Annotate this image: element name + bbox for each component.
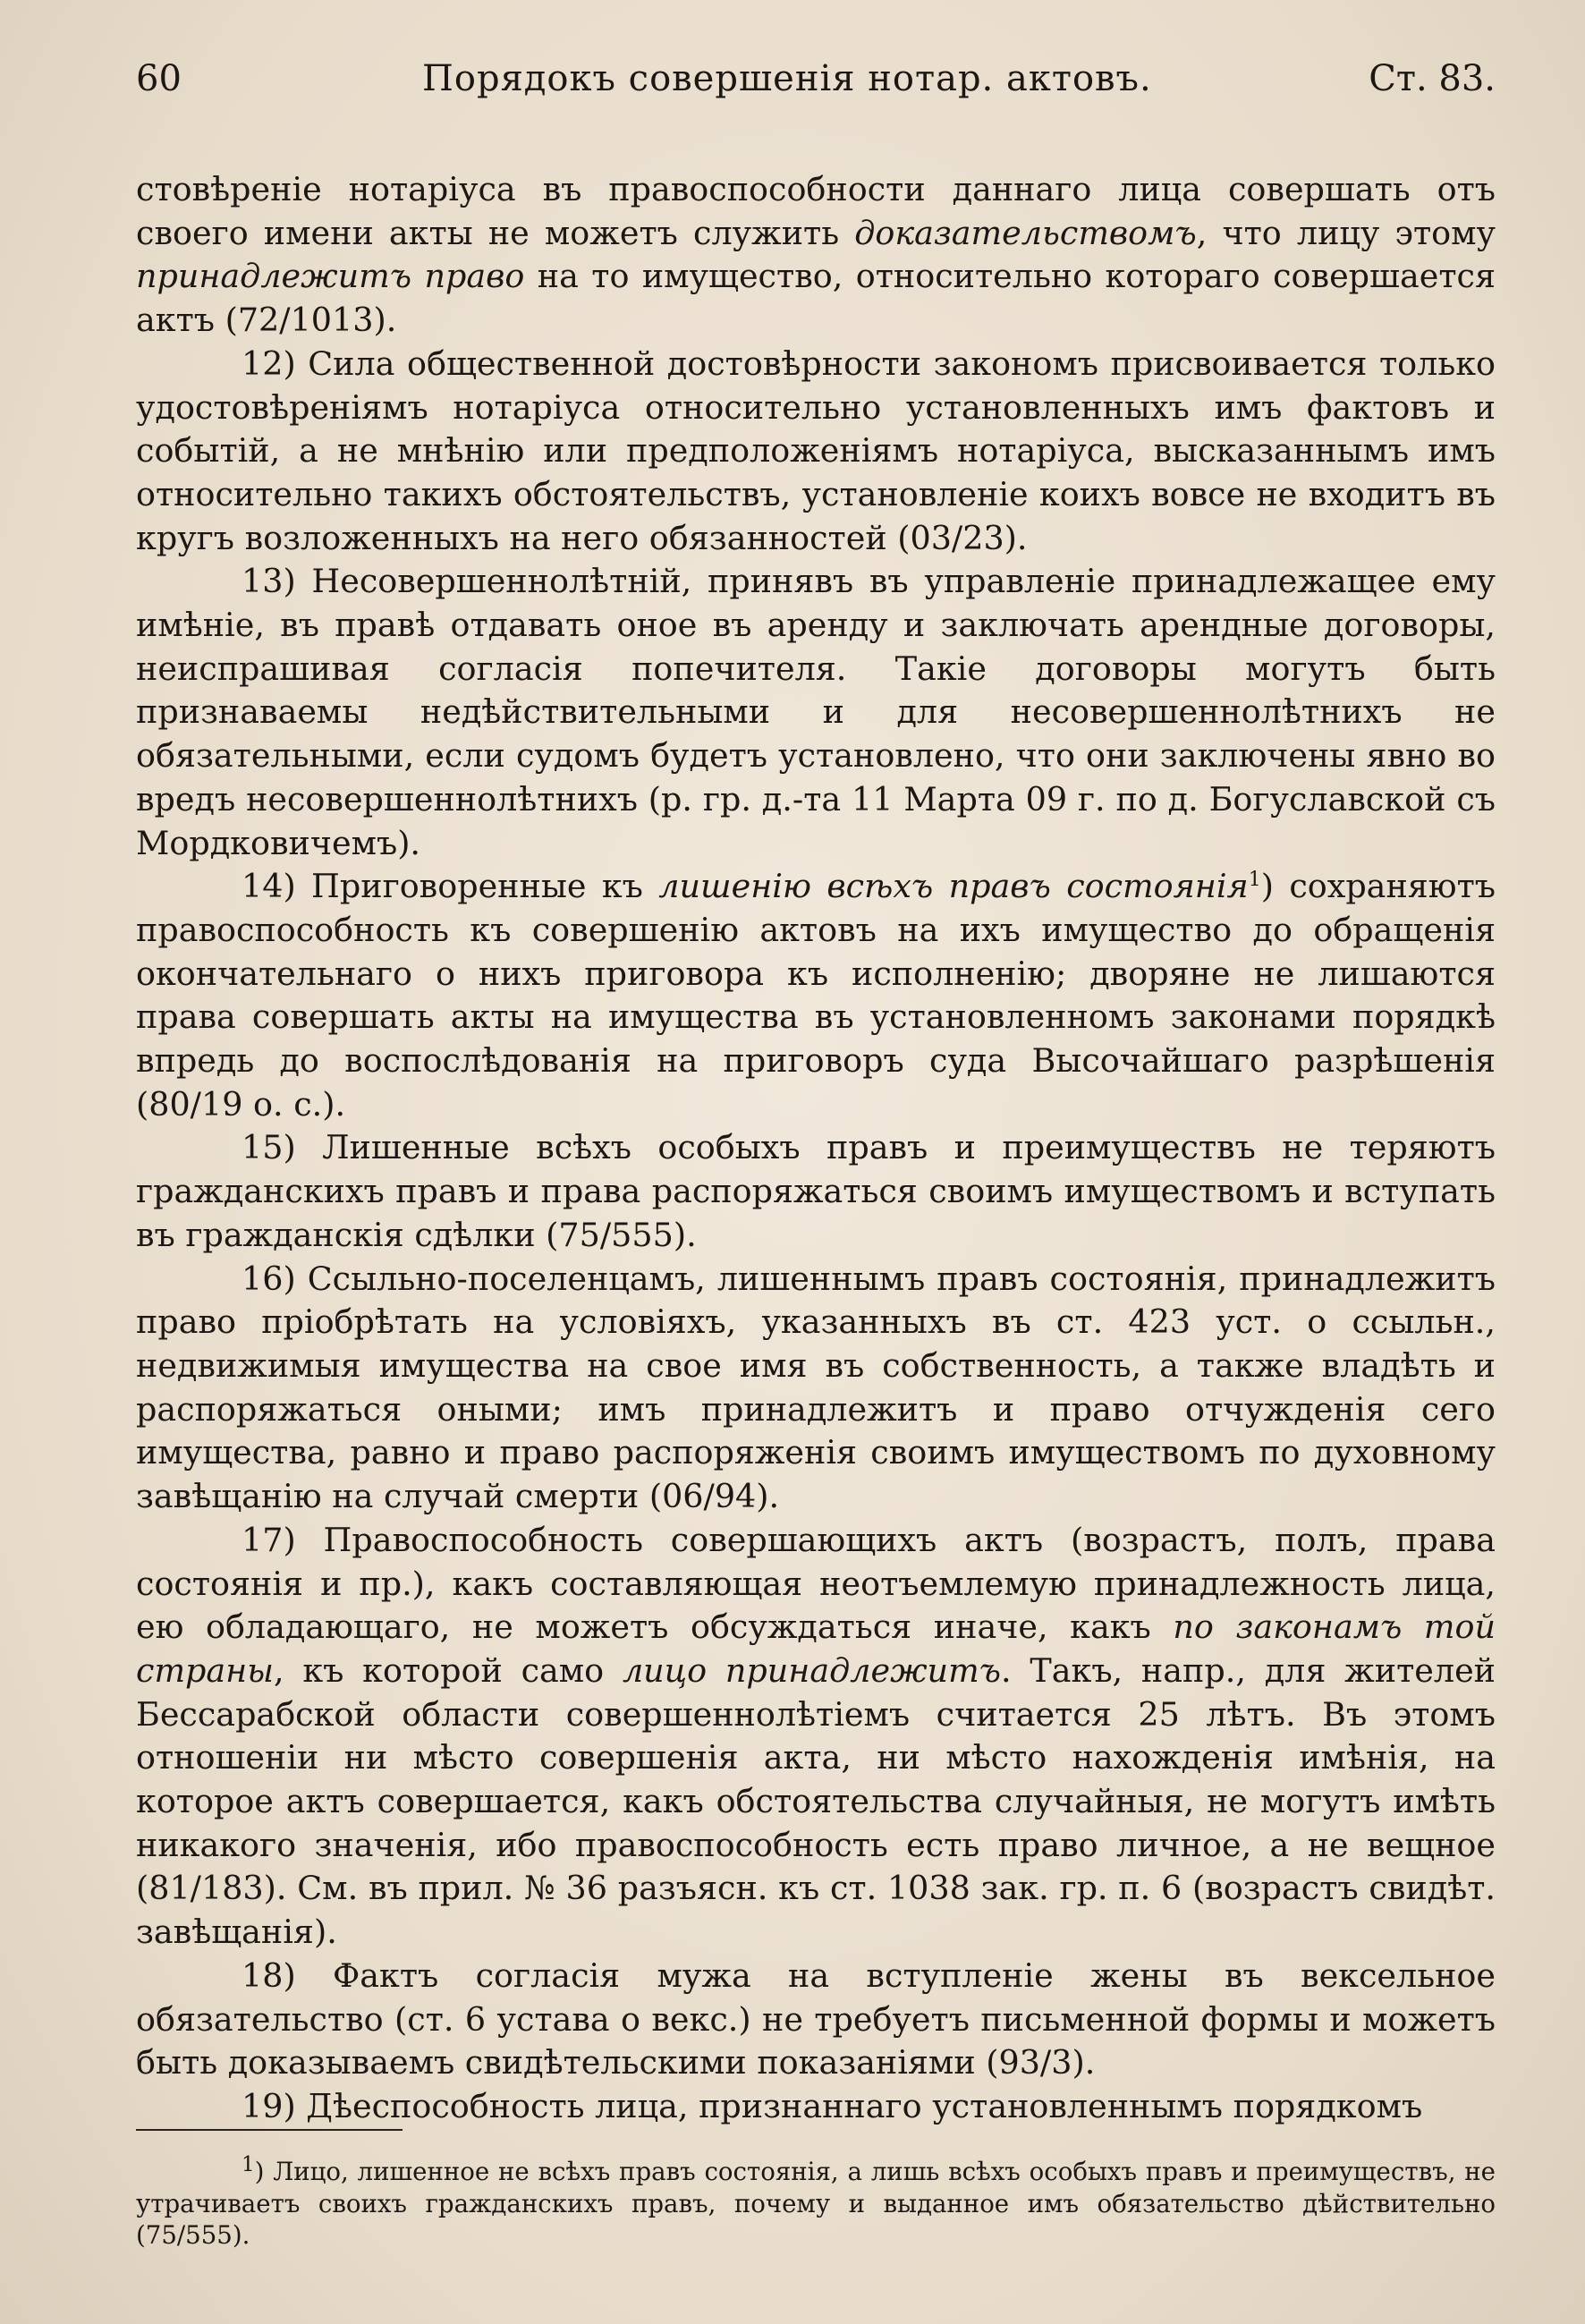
paragraph-16: 16) Ссыльно-поселенцамъ, лишеннымъ правъ состоянія, принадлежитъ право пріобрѣтать на условіяхъ, указанныхъ въ ст. 423 уст. о ссыльн., недвижимыя имущества на свое имя въ собственность, а также владѣть и распоряжаться оными; имъ принадлежитъ и право отчужденія сего имущества, равно и право распоряженія своимъ имуществомъ по духовному завѣщанію на случай смерти (06/94). bbox=[136, 1259, 1496, 1516]
paragraph-12: 12) Сила общественной достовѣрности закономъ присвоивается только удостовѣреніямъ нотаріуса относительно установленныхъ имъ фактовъ и событій, а не мнѣнію или предположеніямъ нотаріуса, высказаннымъ имъ относительно такихъ обстоятельствъ, установленіе коихъ вовсе не входитъ въ кругъ возложенныхъ на него обязанностей (03/23). bbox=[136, 344, 1496, 557]
page-number: 60 bbox=[136, 58, 182, 99]
paragraph-continued: стовѣреніе нотаріуса въ правоспособности даннаго лица совершать отъ своего имени акты не можетъ служить доказательствомъ, что лицу этому принадлежитъ право на то имущество, относительно котораго совершается актъ (72/1013). bbox=[136, 170, 1496, 340]
paragraph-17: 17) Правоспособность совершающихъ актъ (возрастъ, полъ, права состоянія и пр.), какъ составляющая неотъемлемую принадлежность лица, ею обладающаго, не можетъ обсуждаться иначе, какъ по законамъ той страны, къ которой само лицо принадлежитъ. Такъ, напр., для жителей Бессарабской области совершеннолѣтіемъ считается 25 лѣтъ. Въ этомъ отношеніи ни мѣсто совершенія акта, ни мѣсто нахожденія имѣнія, на которое актъ совершается, какъ обстоятельства случайныя, не могутъ имѣть никакого значенія, ибо правоспособность есть право личное, а не вещное (81/183). См. въ прил. № 36 разъясн. къ ст. 1038 зак. гр. п. 6 (возрастъ свидѣт. завѣщанія). bbox=[136, 1520, 1496, 1952]
paragraph-13: 13) Несовершеннолѣтній, принявъ въ управленіе принадлежащее ему имѣніе, въ правѣ отдавать оное въ аренду и заключать арендные договоры, неиспрашивая согласія попечителя. Такіе договоры могутъ быть признаваемы недѣйствительными и для несовершеннолѣтнихъ не обязательными, если судомъ будетъ установлено, что они заключены явно во вредъ несовершеннолѣтнихъ (р. гр. д.-та 11 Марта 09 г. по д. Богуславской съ Мордковичемъ). bbox=[136, 562, 1496, 862]
paragraph-19: 19) Дѣеспособность лица, признаннаго установленнымъ порядкомъ bbox=[242, 2086, 1423, 2125]
footnote-mark: 1 bbox=[242, 2153, 255, 2176]
paragraph-14: 14) Приговоренные къ лишенію всѣхъ правъ состоянія$^1$) сохраняютъ правоспособность къ совершенію актовъ на ихъ имущество до обращенія окончательнаго о нихъ приговора къ исполненію; дворяне не лишаются права совершать акты на имущества въ установленномъ законами порядкѣ впредь до воспослѣдованія на приговоръ суда Высочайшаго разрѣшенія (80/19 о. с.). bbox=[136, 867, 1496, 1124]
emphasis: лицо принадлежитъ bbox=[622, 1650, 1002, 1690]
footnote-text: ) Лицо, лишенное не всѣхъ правъ состоянія, а лишь всѣхъ особыхъ правъ и преимуществъ, не утрачиваетъ своихъ гражданскихъ правъ, почему и выданное имъ обязательство дѣйствительно (75/555). bbox=[136, 2157, 1496, 2251]
paragraph-15: 15) Лишенные всѣхъ особыхъ правъ и преимуществъ не теряютъ гражданскихъ правъ и права распоряжаться своимъ имуществомъ и вступать въ гражданскія сдѣлки (75/555). bbox=[136, 1128, 1496, 1254]
page-header bbox=[136, 52, 1496, 106]
page-body bbox=[136, 168, 1496, 2129]
emphasis: принадлежитъ право bbox=[136, 257, 525, 296]
emphasis: по законамъ той страны bbox=[136, 1607, 1496, 1690]
running-title: Порядокъ совершенія нотар. актовъ. bbox=[422, 58, 1152, 99]
emphasis: лишенію всѣхъ правъ состоянія bbox=[658, 867, 1249, 906]
footnote bbox=[136, 2150, 1496, 2252]
emphasis: доказательствомъ bbox=[854, 213, 1197, 252]
article-number: Ст. 83. bbox=[1369, 58, 1496, 99]
footnote-divider bbox=[136, 2129, 403, 2131]
paragraph-18: 18) Фактъ согласія мужа на вступленіе жены въ вексельное обязательство (ст. 6 устава о векс.) не требуетъ письменной формы и можетъ быть доказываемъ свидѣтельскими показаніями (93/3). bbox=[136, 1955, 1496, 2082]
footnote-reference[interactable]: 1 bbox=[1248, 869, 1261, 892]
